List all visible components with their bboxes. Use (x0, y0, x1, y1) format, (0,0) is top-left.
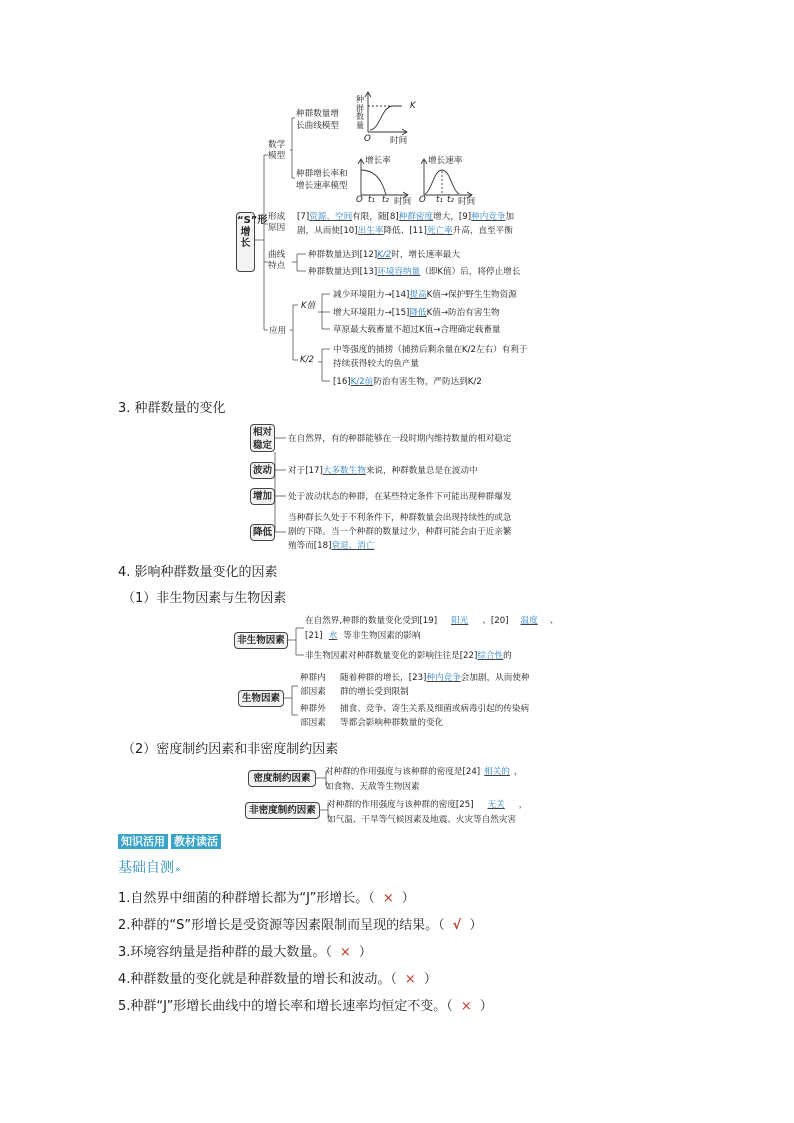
graph1-title: 增长率 (365, 156, 391, 166)
question-4: 4.种群数量的变化就是种群数量的增长和波动。（ × ） (118, 972, 437, 987)
fluctuation-text: 对于[17]大多数生物来说，种群数量总是在波动中 (288, 466, 478, 476)
biotic-inner-line-2: 群的增长受到限制 (340, 687, 409, 697)
abiotic-line-3: 非生物因素对种群数量变化的影响往往是[22]综合性的 (305, 651, 512, 661)
biotic-outer-line-1: 捕食、竞争、寄生关系及细菌或病毒引起的传染病 (340, 704, 530, 714)
tag-knowledge-use: 知识活用 (118, 834, 168, 849)
cause-line-1: [7]资源、空间有限，随[8]种群密度增大，[9]种内竞争加 (297, 212, 515, 222)
heading-4: 4. 影响种群数量变化的因素 (118, 565, 278, 580)
k-half-label: K/2 (300, 355, 314, 365)
s-growth-root-box (236, 212, 268, 272)
application-label: 应用 (269, 326, 287, 336)
biotic-inner-label-1: 种群内 (300, 673, 326, 683)
box-density: 密度制约因素 (248, 770, 316, 787)
graph1-t1: t₁ (368, 195, 375, 205)
curve-model-label-1: 种群数量增 (296, 109, 339, 119)
abiotic-line-1: 在自然界,种群的数量变化受到[19] 阳光 、[20] 温度 、 (305, 616, 559, 626)
graph1-t2: t₂ (382, 195, 389, 205)
decrease-line-1: 当种群长久处于不利条件下，种群数量会出现持续性的或急 (288, 513, 512, 523)
box-abiotic: 非生物因素 (234, 632, 288, 649)
graph2-title: 增长速率 (428, 156, 463, 166)
curve-origin: O (364, 134, 371, 144)
rate-model-label-1: 种群增长率和 (296, 169, 348, 179)
k-value-label: K值 (301, 301, 316, 311)
k-half-line-1: 中等强度的捕捞（捕捞后剩余量在K/2左右）有利于 (333, 345, 528, 355)
abiotic-line-2: [21] 水 等非生物因素的影响 (305, 631, 421, 641)
k-value-line-2: 增大环境阻力→[15]降低K值→防治有害生物 (333, 308, 500, 318)
box-increase: 增加 (250, 488, 275, 505)
curve-x-axis-label: 时间 (390, 136, 408, 146)
box-nondensity: 非密度制约因素 (245, 802, 320, 819)
k-value-line-1: 减少环境阻力→[14]提高K值→保护野生生物资源 (333, 290, 517, 300)
stable-text: 在自然界，有的种群能够在一段时期内维持数量的相对稳定 (288, 434, 512, 444)
biotic-inner-label-2: 部因素 (300, 687, 326, 697)
increase-text: 处于波动状态的种群，在某些特定条件下可能出现种群爆发 (288, 492, 512, 502)
question-1: 1.自然界中细菌的种群增长都为“J”形增长。（ × ） (118, 891, 415, 906)
decrease-line-3: 殖等而[18]衰退、消亡 (288, 541, 375, 551)
cause-label: 形成原因 (268, 212, 286, 233)
rate-model-label-2: 增长速率模型 (296, 181, 348, 191)
graph2-x-axis: 时间 (458, 197, 476, 207)
s-growth-root-label: “S”形增长 (237, 215, 268, 249)
question-5: 5.种群“J”形增长曲线中的增长率和增长速率均恒定不变。（ × ） (118, 999, 493, 1014)
tag-textbook-read: 教材读活 (171, 834, 221, 849)
nondensity-line-2: 如气温、干旱等气候因素及地震、火灾等自然灾害 (327, 815, 517, 825)
biotic-outer-label-2: 部因素 (300, 718, 326, 728)
heading-3: 3. 种群数量的变化 (118, 401, 226, 416)
biotic-outer-label-1: 种群外 (300, 704, 326, 714)
graph2-origin: O (419, 195, 426, 205)
decrease-line-2: 剧的下降。当一个种群的数量过少，种群可能会由于近亲繁 (288, 527, 512, 537)
biotic-inner-line-1: 随着种群的增长，[23]种内竞争会加剧，从而使种 (340, 673, 530, 683)
graph2-t2: t₂ (447, 195, 454, 205)
graph1-origin: O (356, 195, 363, 205)
curve-y-axis-label: 种群数量 (356, 95, 364, 130)
biotic-outer-line-2: 等都会影响种群数量的变化 (340, 718, 444, 728)
cause-line-2: 剧，从而使[10]出生率降低、[11]死亡率升高，直至平衡 (297, 226, 513, 236)
curve-features-label: 曲线特点 (268, 250, 286, 271)
box-stable: 相对稳定 (250, 424, 275, 452)
k-half-line-2: 持续获得较大的鱼产量 (333, 359, 419, 369)
box-decrease: 降低 (250, 524, 275, 541)
curve-feature-line-1: 种群数量达到[12]K/2时，增长速率最大 (308, 250, 460, 260)
nondensity-line-1: 对种群的作用强度与该种群的密度[25] 无关 ， (327, 800, 528, 810)
box-fluctuation: 波动 (250, 462, 275, 479)
density-line-2: 如食物、天敌等生物因素 (325, 782, 420, 792)
curve-feature-line-2: 种群数量达到[13]环境容纳量（即K值）后，将停止增长 (308, 267, 521, 277)
density-line-1: 对种群的作用强度与该种群的密度是[24] 相关的 ， (325, 767, 523, 777)
curve-model-label-2: 长曲线模型 (296, 121, 339, 131)
basic-test-title: 基础自测» (118, 860, 181, 876)
box-biotic: 生物因素 (238, 690, 284, 707)
graph2-t1: t₁ (436, 195, 443, 205)
math-model-label: 数学模型 (268, 140, 286, 161)
graph1-x-axis: 时间 (394, 197, 412, 207)
sub-heading-2: （2）密度制约因素和非密度制约因素 (122, 742, 339, 757)
question-3: 3.环境容纳量是指种群的最大数量。（ × ） (118, 945, 372, 960)
k-half-line-3: [16]K/2前防治有害生物，严防达到K/2 (333, 377, 482, 387)
question-2: 2.种群的“S”形增长是受资源等因素限制而呈现的结果。（ √ ） (118, 918, 483, 933)
curve-k-label: K (410, 101, 416, 111)
s-curve-graph (365, 92, 407, 135)
sub-heading-1: （1）非生物因素与生物因素 (122, 591, 287, 606)
k-value-line-3: 草原最大载畜量不超过K值→合理确定载畜量 (333, 325, 501, 335)
